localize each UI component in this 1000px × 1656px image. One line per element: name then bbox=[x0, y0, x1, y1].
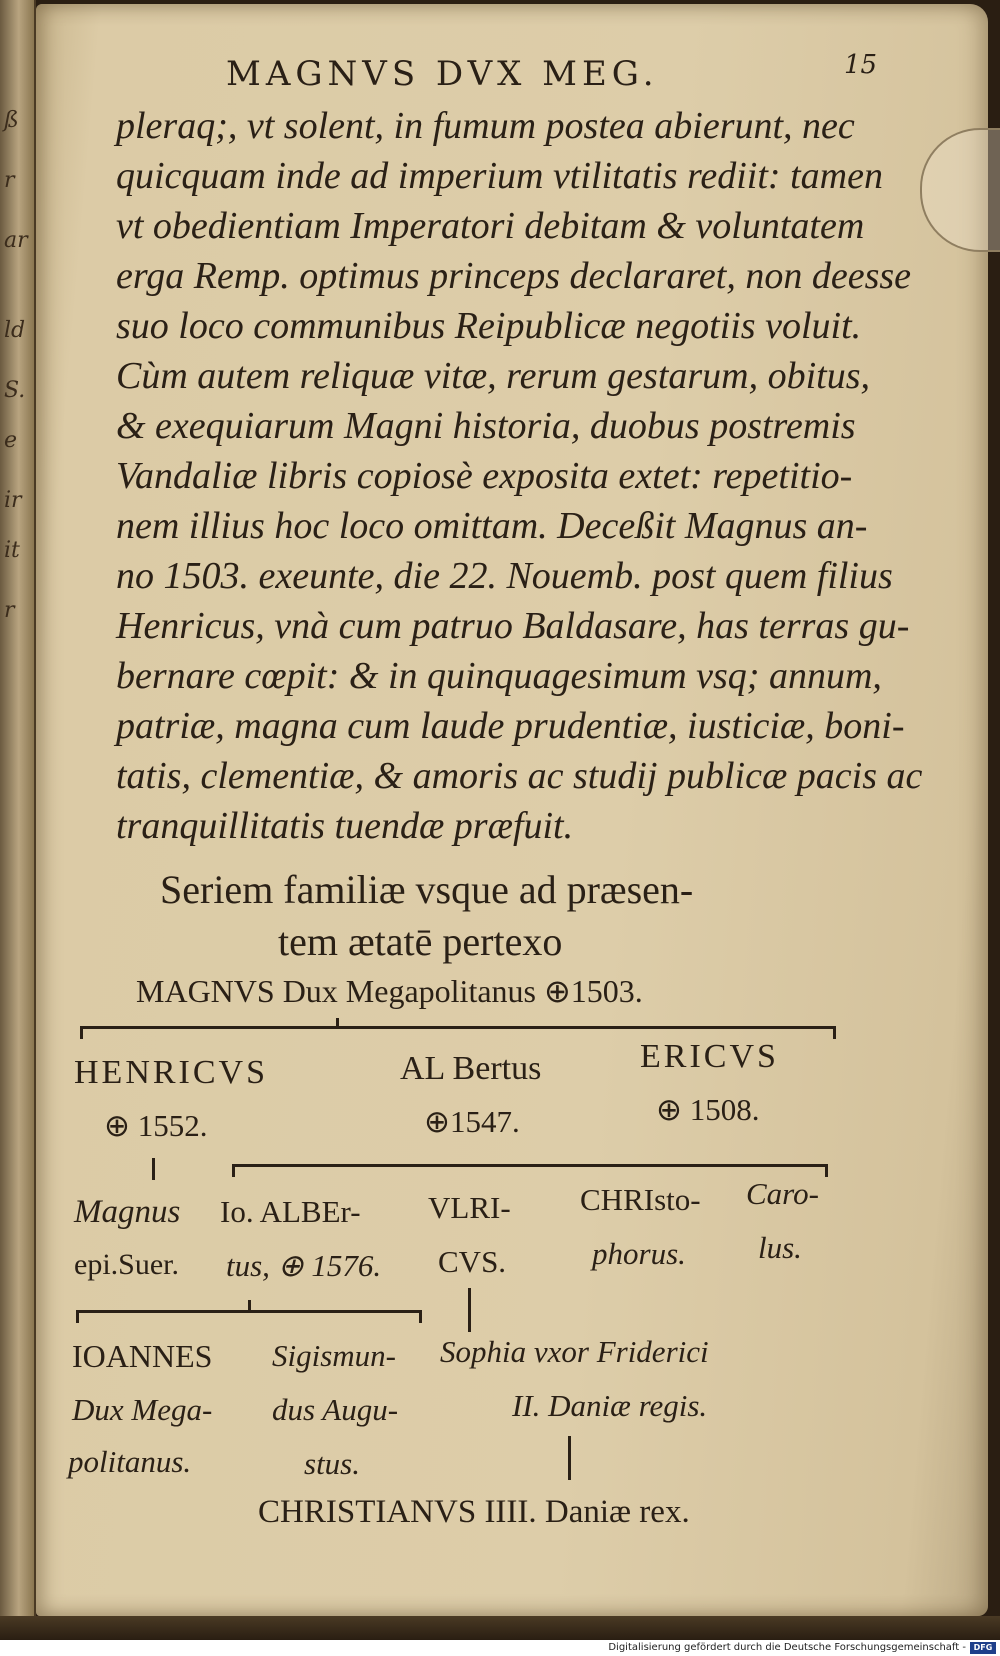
margin-fragment: ß bbox=[4, 108, 19, 133]
body-line: tatis, clementiæ, & amoris ac studij publicæ pacis ac bbox=[116, 755, 923, 797]
gen3-entry: II. Daniæ regis. bbox=[512, 1388, 708, 1423]
book-edge bbox=[0, 1616, 1000, 1640]
gen3-entry: IOANNES bbox=[72, 1338, 213, 1374]
gen3-entry: Sigismun- bbox=[272, 1338, 396, 1373]
facing-page-edge bbox=[0, 0, 36, 1620]
body-line: tranquillitatis tuendæ præfuit. bbox=[116, 805, 574, 847]
funding-credit: Digitalisierung gefördert durch die Deutsche Forschungsgemeinschaft - bbox=[608, 1642, 966, 1653]
gen3-entry: dus Augu- bbox=[272, 1392, 399, 1427]
gen1-name: AL Bertus bbox=[400, 1050, 542, 1087]
body-line: pleraq;, vt solent, in fumum postea abierunt, nec bbox=[116, 105, 855, 147]
page-tab-mark bbox=[920, 128, 1000, 252]
genealogy-connector bbox=[152, 1158, 155, 1180]
gen4-entry: CHRISTIANVS IIII. Daniæ rex. bbox=[258, 1494, 690, 1530]
gen2-entry: VLRI- bbox=[428, 1190, 511, 1225]
body-line: nem illius hoc loco omittam. Deceßit Magnus an- bbox=[116, 505, 868, 547]
gen1-name: HENRICVS bbox=[74, 1054, 269, 1091]
genealogy-connector bbox=[568, 1436, 571, 1480]
genealogy-heading: tem ætatē pertexo bbox=[278, 919, 563, 964]
margin-fragment: r bbox=[4, 598, 15, 623]
genealogy-root: MAGNVS Dux Megapolitanus ⊕1503. bbox=[136, 973, 643, 1009]
gen2-entry: CVS. bbox=[438, 1244, 507, 1279]
body-line: Vandaliæ libris copiosè exposita extet: repetitio- bbox=[116, 455, 853, 497]
gen1-name: ERICVS bbox=[640, 1038, 779, 1075]
body-line: Henricus, vnà cum patruo Baldasare, has terras gu- bbox=[116, 605, 910, 647]
margin-fragment: ar bbox=[4, 228, 28, 253]
running-head: MAGNVS DVX MEG. bbox=[226, 54, 659, 94]
gen2-entry: Caro- bbox=[746, 1176, 819, 1211]
gen2-entry: tus, ⊕ 1576. bbox=[226, 1248, 382, 1283]
gen2-entry: Magnus bbox=[74, 1194, 181, 1230]
body-line: vt obedientiam Imperatori debitam & voluntatem bbox=[116, 205, 865, 247]
margin-fragment: it bbox=[4, 538, 20, 563]
margin-fragment: e bbox=[4, 428, 18, 453]
dfg-logo: DFG bbox=[970, 1642, 996, 1654]
margin-fragment: ir bbox=[4, 488, 22, 513]
gen1-date: ⊕ 1508. bbox=[656, 1092, 760, 1127]
gen2-entry: lus. bbox=[758, 1230, 802, 1265]
genealogy-heading: Seriem familiæ vsque ad præsen- bbox=[160, 867, 694, 912]
body-line: bernare cœpit: & in quinquagesimum vsq; annum, bbox=[116, 655, 882, 697]
genealogy-bracket bbox=[76, 1310, 422, 1323]
body-line: suo loco communibus Reipublicæ negotiis voluit. bbox=[116, 305, 862, 347]
body-line: patriæ, magna cum laude prudentiæ, iusticiæ, boni- bbox=[116, 705, 905, 747]
gen3-entry: Sophia vxor Friderici bbox=[440, 1334, 709, 1369]
genealogy-connector bbox=[468, 1288, 471, 1332]
gen2-entry: CHRIsto- bbox=[580, 1182, 701, 1217]
book-page bbox=[36, 4, 988, 1616]
gen1-date: ⊕ 1552. bbox=[104, 1108, 208, 1143]
genealogy-bracket bbox=[248, 1300, 251, 1310]
gen2-entry: Io. ALBEr- bbox=[220, 1194, 361, 1229]
margin-fragment: S. bbox=[4, 378, 26, 403]
gen2-entry: epi.Suer. bbox=[74, 1248, 179, 1281]
body-line: no 1503. exeunte, die 22. Nouemb. post quem filius bbox=[116, 555, 893, 597]
gen3-entry: politanus. bbox=[68, 1444, 192, 1479]
body-line: erga Remp. optimus princeps declararet, non deesse bbox=[116, 255, 912, 297]
margin-fragment: r bbox=[4, 168, 15, 193]
genealogy-bracket bbox=[336, 1018, 339, 1028]
body-line: & exequiarum Magni historia, duobus postremis bbox=[116, 405, 856, 447]
body-line: quicquam inde ad imperium vtilitatis rediit: tamen bbox=[116, 155, 883, 197]
genealogy-bracket bbox=[232, 1164, 828, 1177]
body-line: Cùm autem reliquæ vitæ, rerum gestarum, obitus, bbox=[116, 355, 871, 397]
margin-fragment: ld bbox=[4, 318, 26, 343]
gen2-entry: phorus. bbox=[592, 1236, 686, 1271]
gen1-date: ⊕1547. bbox=[424, 1104, 520, 1139]
page-number: 15 bbox=[844, 50, 878, 80]
digitization-footer bbox=[0, 1640, 1000, 1656]
gen3-entry: stus. bbox=[304, 1446, 360, 1481]
gen3-entry: Dux Mega- bbox=[72, 1392, 213, 1427]
